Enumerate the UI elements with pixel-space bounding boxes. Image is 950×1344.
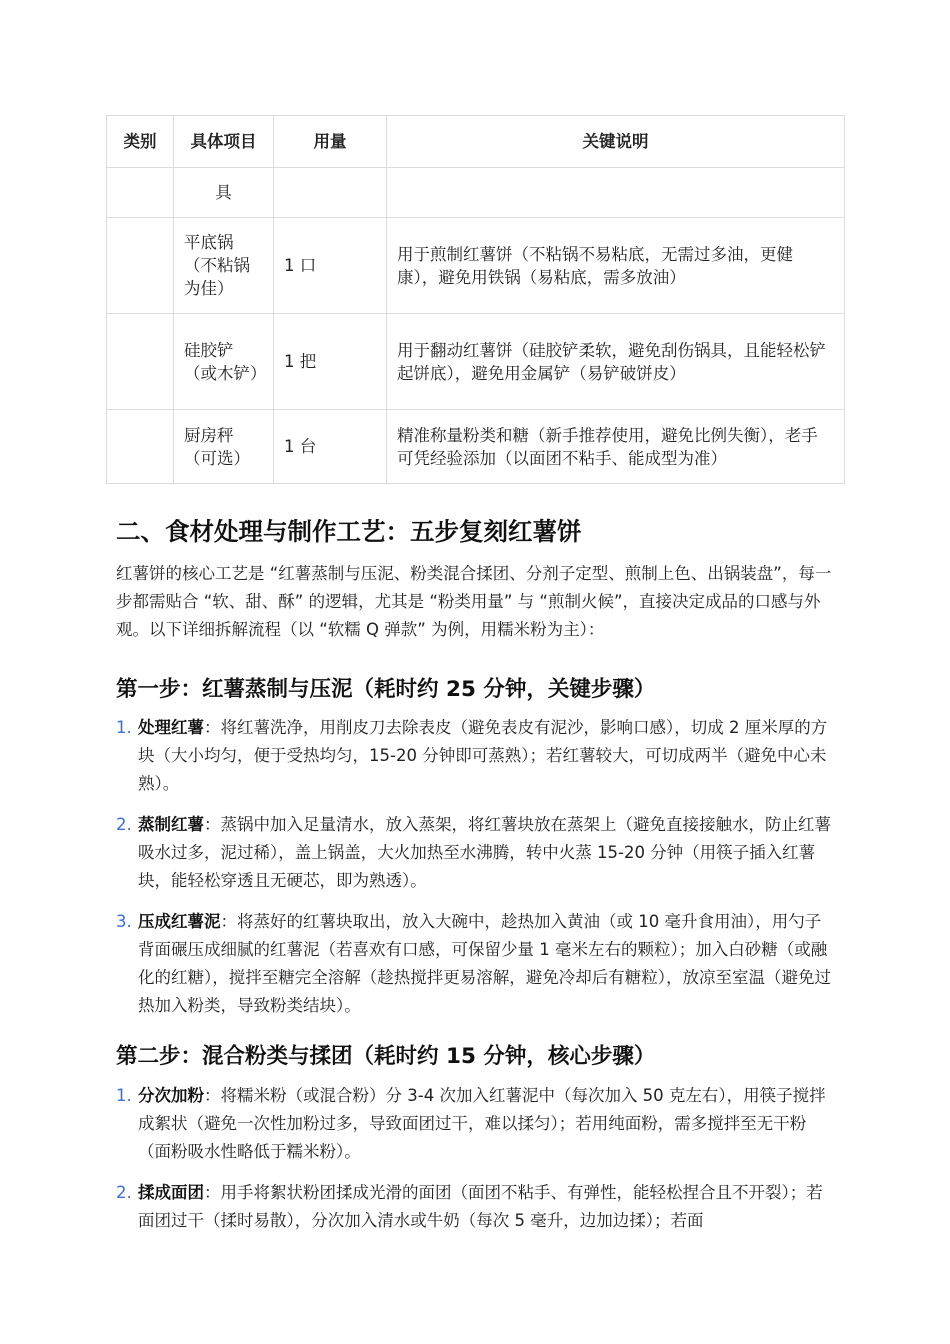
note-cell: 用于煎制红薯饼（不粘锅不易粘底，无需过多油，更健康），避免用铁锅（易粘底，需多放油）: [387, 218, 845, 314]
section-intro: 红薯饼的核心工艺是 “红薯蒸制与压泥、粉类混合揉团、分剂子定型、煎制上色、出锅装盘”，每一步都需贴合 “软、甜、酥” 的逻辑，尤其是 “粉类用量” 与 “煎制火候”，直接决定成品的口感与外观。以下详细拆解流程（以 “软糯 Q 弹款” 为例，用糯米粉为主）：: [116, 564, 832, 639]
category-cell: [107, 168, 174, 218]
list-number: 3.: [116, 912, 132, 931]
tools-table: [106, 115, 845, 484]
step1-heading: 第一步：红薯蒸制与压泥（耗时约 25 分钟，关键步骤）: [116, 677, 656, 702]
table-row: [107, 314, 845, 410]
table-row: [107, 218, 845, 314]
qty-cell: [274, 168, 387, 218]
list-item-label: 揉成面团: [138, 1183, 204, 1202]
category-cell: [107, 314, 174, 410]
list-item-label: 蒸制红薯: [138, 815, 204, 834]
table-header-row: [107, 116, 845, 168]
list-item-text: ：将蒸好的红薯块取出，放入大碗中，趁热加入黄油（或 10 毫升食用油），用勺子背面碾压成细腻的红薯泥（若喜欢有口感，可保留少量 1 毫米左右的颗粒）；加入白砂糖（或融化的红糖），搅拌至糖完全溶解（趁热搅拌更易溶解，避免冷却后有糖粒），放凉至室温（避免过热加入粉类，导致粉类结块）。: [138, 912, 831, 1015]
list-item-label: 处理红薯: [138, 718, 204, 737]
item-cell: 硅胶铲（或木铲）: [174, 314, 274, 410]
item-cell: 厨房秤（可选）: [174, 410, 274, 484]
list-item: [116, 811, 836, 895]
list-item-text: ：将红薯洗净，用削皮刀去除表皮（避免表皮有泥沙，影响口感），切成 2 厘米厚的方块（大小均匀，便于受热均匀，15-20 分钟即可蒸熟）；若红薯较大，可切成两半（避免中心未熟）。: [138, 718, 828, 793]
list-item-text: ：蒸锅中加入足量清水，放入蒸架，将红薯块放在蒸架上（避免直接接触水，防止红薯吸水过多，泥过稀），盖上锅盖，大火加热至水沸腾，转中火蒸 15-20 分钟（用筷子插入红薯块，能轻松穿透且无硬芯，即为熟透）。: [138, 815, 831, 890]
category-cell: [107, 410, 174, 484]
list-item: [116, 714, 836, 798]
note-cell: 精准称量粉类和糖（新手推荐使用，避免比例失衡），老手可凭经验添加（以面团不粘手、能成型为准）: [387, 410, 845, 484]
item-cell: 平底锅（不粘锅为佳）: [174, 218, 274, 314]
list-item-label: 分次加粉: [138, 1086, 204, 1105]
table-header-cell: 关键说明: [387, 116, 845, 168]
list-number: 1.: [116, 1086, 132, 1105]
list-item: [116, 1179, 836, 1235]
category-cell: [107, 218, 174, 314]
qty-cell: 1 口: [274, 218, 387, 314]
list-item-text: ：用手将絮状粉团揉成光滑的面团（面团不粘手、有弹性，能轻松捏合且不开裂）；若面团过干（揉时易散），分次加入清水或牛奶（每次 5 毫升，边加边揉）；若面: [138, 1183, 823, 1230]
section-heading: 二、食材处理与制作工艺：五步复刻红薯饼: [116, 517, 582, 546]
qty-cell: 1 把: [274, 314, 387, 410]
list-number: 2.: [116, 815, 132, 834]
qty-cell: 1 台: [274, 410, 387, 484]
step2-heading: 第二步：混合粉类与揉团（耗时约 15 分钟，核心步骤）: [116, 1044, 656, 1069]
table-row: [107, 410, 845, 484]
note-cell: 用于翻动红薯饼（硅胶铲柔软，避免刮伤锅具，且能轻松铲起饼底），避免用金属铲（易铲破饼皮）: [387, 314, 845, 410]
item-cell: 具: [174, 168, 274, 218]
table-row: [107, 168, 845, 218]
step1-list: [116, 714, 836, 1033]
list-number: 1.: [116, 718, 132, 737]
note-cell: [387, 168, 845, 218]
list-item: [116, 908, 836, 1020]
list-item-text: ：将糯米粉（或混合粉）分 3-4 次加入红薯泥中（每次加入 50 克左右），用筷子搅拌成絮状（避免一次性加粉过多，导致面团过干，难以揉匀）；若用纯面粉，需多搅拌至无干粉（面粉吸水性略低于糯米粉）。: [138, 1086, 826, 1161]
list-item-label: 压成红薯泥: [138, 912, 221, 931]
table-header-cell: 用量: [274, 116, 387, 168]
table-header-cell: 类别: [107, 116, 174, 168]
list-number: 2.: [116, 1183, 132, 1202]
step2-list: [116, 1082, 836, 1248]
list-item: [116, 1082, 836, 1166]
table-header-cell: 具体项目: [174, 116, 274, 168]
